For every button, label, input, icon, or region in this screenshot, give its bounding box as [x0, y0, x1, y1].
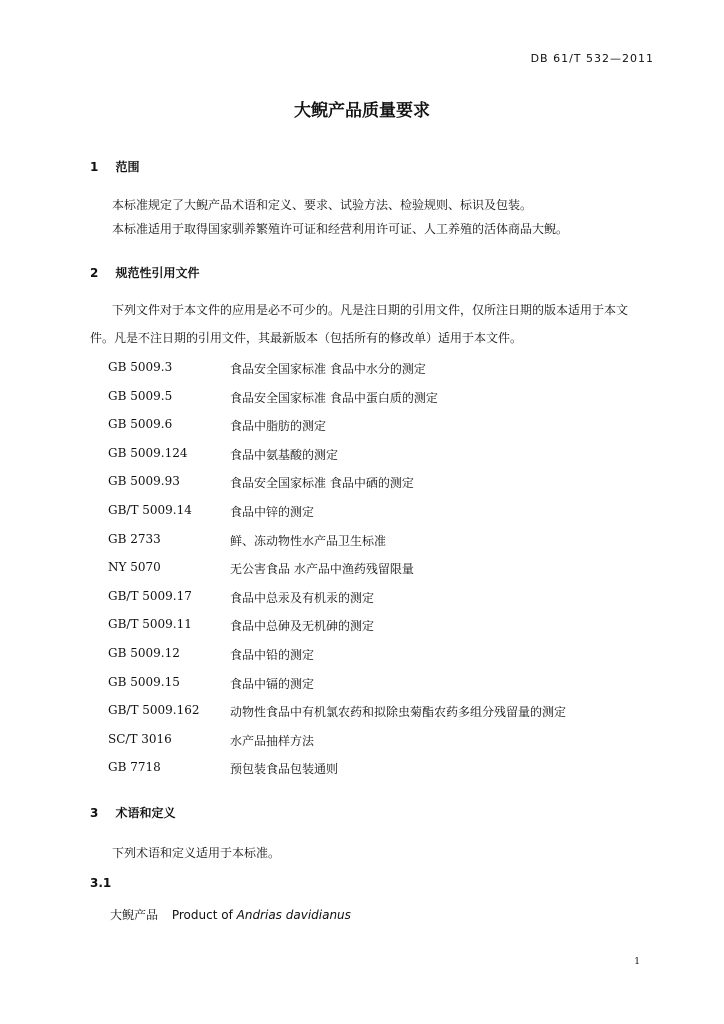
reference-title: 食品中锌的测定	[230, 505, 315, 519]
reference-code: GB 5009.93	[108, 474, 180, 489]
section-title: 规范性引用文件	[115, 266, 200, 280]
reference-code: GB 7718	[108, 760, 161, 775]
reference-title: 食品安全国家标准 食品中水分的测定	[230, 362, 426, 376]
reference-title: 食品安全国家标准 食品中蛋白质的测定	[230, 390, 438, 405]
section-2-intro-line-1: 下列文件对于本文件的应用是必不可少的。凡是注日期的引用文件，仅所注日期的版本适用于本文	[112, 303, 629, 317]
document-title: 大鲵产品质量要求	[294, 101, 430, 121]
section-3-intro: 下列术语和定义适用于本标准。	[112, 846, 281, 860]
reference-code: GB/T 5009.17	[108, 588, 192, 603]
reference-title: 食品中镉的测定	[230, 676, 315, 691]
section-1-paragraph-2: 本标准适用于取得国家驯养繁殖许可证和经营利用许可证、人工养殖的活体商品大鲵。	[112, 222, 569, 236]
reference-title: 食品安全国家标准 食品中硒的测定	[230, 476, 414, 491]
reference-code: GB/T 5009.11	[108, 617, 192, 632]
reference-code: GB/T 5009.14	[108, 503, 192, 517]
reference-title: 食品中铅的测定	[230, 648, 315, 662]
page-number: 1	[634, 957, 640, 967]
term-english-latin: Andrias davidianus	[236, 908, 351, 922]
section-2-intro-line-2: 件。凡是不注日期的引用文件，其最新版本（包括所有的修改单）适用于本文件。	[90, 331, 523, 345]
reference-title: 食品中氨基酸的测定	[230, 447, 339, 462]
reference-title: 水产品抽样方法	[230, 733, 315, 748]
reference-code: GB 5009.124	[108, 445, 188, 460]
section-number: 3	[90, 806, 99, 820]
reference-title: 食品中脂肪的测定	[230, 419, 327, 434]
reference-title: 鲜、冻动物性水产品卫生标准	[230, 533, 387, 548]
section-number: 1	[90, 160, 99, 174]
reference-code: GB 5009.5	[108, 388, 173, 403]
reference-title: 食品中总汞及有机汞的测定	[230, 590, 375, 605]
term-entry	[110, 906, 351, 923]
reference-title: 无公害食品 水产品中渔药残留限量	[230, 562, 414, 577]
reference-code: GB 5009.3	[108, 360, 173, 374]
reference-code: SC/T 3016	[108, 731, 172, 746]
reference-code: GB 5009.12	[108, 646, 180, 660]
section-number: 2	[90, 266, 99, 280]
reference-title: 动物性食品中有机氯农药和拟除虫菊酯农药多组分残留量的测定	[230, 705, 567, 720]
standard-code: DB 61/T 532—2011	[530, 52, 654, 65]
reference-code: GB/T 5009.162	[108, 703, 200, 718]
subsection-number: 3.1	[90, 876, 112, 890]
reference-title: 食品中总砷及无机砷的测定	[230, 619, 375, 634]
section-1-paragraph-1: 本标准规定了大鲵产品术语和定义、要求、试验方法、检验规则、标识及包装。	[112, 198, 533, 212]
section-2-heading	[90, 262, 199, 281]
section-1-heading	[90, 156, 139, 175]
reference-code: GB 2733	[108, 531, 161, 546]
section-3-heading	[90, 802, 175, 821]
reference-code: GB 5009.6	[108, 417, 173, 432]
term-english-prefix: Product of	[171, 908, 233, 922]
reference-code: GB 5009.15	[108, 674, 180, 689]
term-chinese: 大鲵产品	[110, 908, 159, 922]
reference-code: NY 5070	[108, 560, 161, 575]
section-title: 术语和定义	[115, 806, 176, 820]
section-title: 范围	[115, 160, 140, 174]
reference-title: 预包装食品包装通则	[230, 762, 339, 777]
